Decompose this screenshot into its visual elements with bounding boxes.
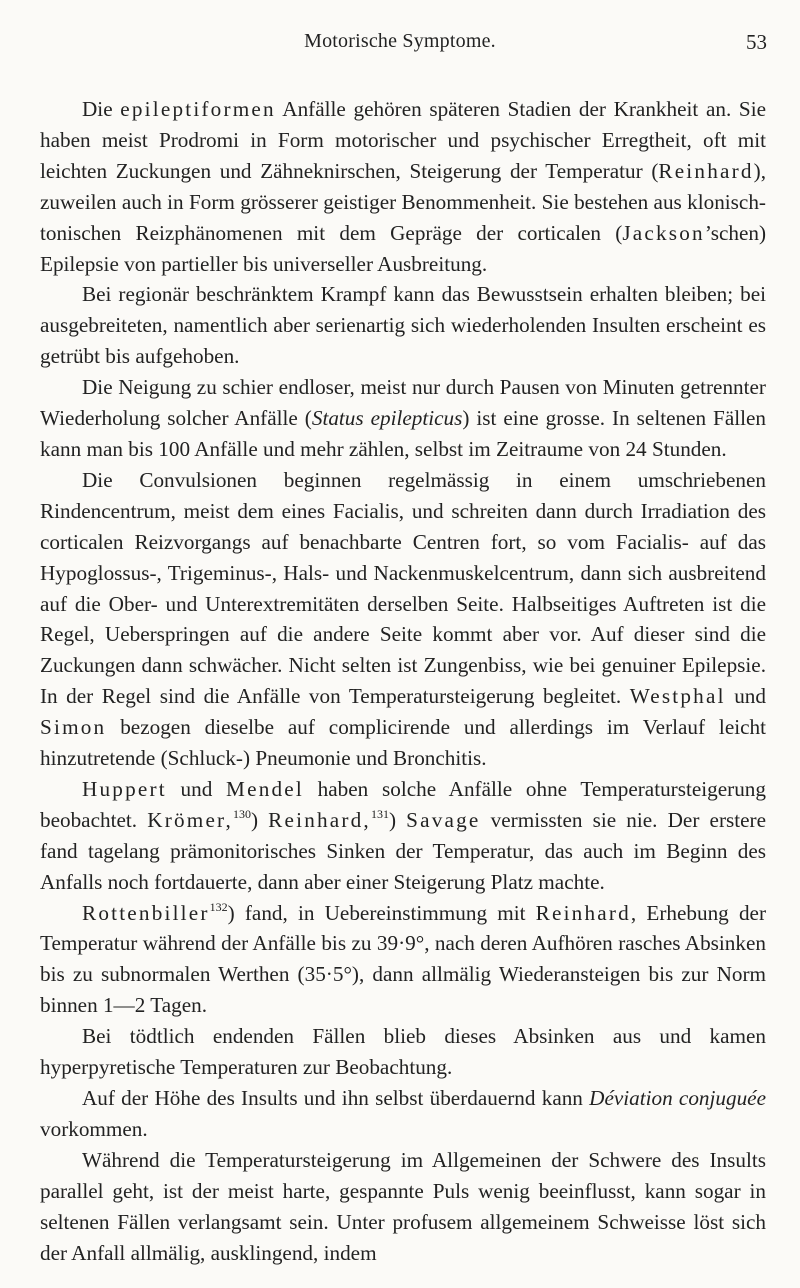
paragraph bbox=[40, 465, 766, 774]
paragraph bbox=[40, 1145, 766, 1269]
spaced-name: Jackson bbox=[622, 220, 705, 245]
text-run: Die bbox=[82, 97, 121, 121]
body-text bbox=[40, 94, 766, 1268]
spaced-name: Savage bbox=[406, 807, 481, 832]
paragraph bbox=[40, 1021, 766, 1083]
text-run: und bbox=[166, 776, 227, 801]
text-run: ) fand, in Uebereinstimmung mit bbox=[227, 900, 536, 925]
text-run: Anfälle gehören späteren Stadien der Krankheit an. Sie haben meist Prodromi in Form motorischer und psychischer Erregtheit, oft mit leichten Zuckungen und Zähneknirschen, Steigerung der Temperatur ( bbox=[40, 97, 766, 183]
text-run: ) bbox=[250, 807, 269, 832]
spaced-name: Reinhard, bbox=[268, 807, 371, 832]
footnote-reference: 131 bbox=[370, 806, 389, 821]
italic-term: Status epilepticus bbox=[311, 406, 463, 431]
text-run: ) ist eine grosse. In seltenen Fällen kann man bis 100 Anfälle und mehr zählen, selbst im Zeitraume von 24 Stunden. bbox=[40, 406, 767, 461]
text-run: Auf der Höhe des Insults und ihn selbst überdauernd kann bbox=[82, 1086, 590, 1110]
text-run: Bei tödtlich endenden Fällen blieb dieses Absinken aus und kamen hyperpyretische Temperaturen zur Beobachtung. bbox=[40, 1024, 766, 1080]
paragraph bbox=[40, 898, 766, 1022]
text-run: ), zuweilen auch in Form grösserer geistiger Benommenheit. Sie bestehen aus klonisch-tonischen Reizphänomenen mit dem Gepräge der corticalen ( bbox=[40, 158, 766, 245]
spaced-name: Westphal bbox=[629, 684, 726, 709]
paragraph bbox=[40, 774, 766, 898]
text-run: Die Convulsionen beginnen regelmässig in einem umschriebenen Rindencentrum, meist dem eines Facialis, und schreiten dann durch Irradiation des corticalen Reizvorgangs auf benachbarte Centren fort, so vom Facialis- auf das Hypoglossus-, Trigeminus-, Hals- und Nackenmuskelcentrum, dann sich ausbreitend auf die Ober- und Unterextremitäten derselben Seite. Halbseitiges Auftreten ist die Regel, Ueberspringen auf die andere Seite kommt aber vor. Auf dieser sind die Zuckungen dann schwächer. Nicht selten ist Zungenbiss, wie bei genuiner Epilepsie. In der Regel sind die Anfälle von Temperatursteigerung begleitet. bbox=[40, 467, 766, 709]
text-run: Die Neigung zu schier endloser, meist nur durch Pausen von Minuten getrennter Wiederholung solcher Anfälle ( bbox=[40, 375, 766, 431]
spaced-name: Reinhard bbox=[535, 900, 631, 925]
spaced-name: epileptiformen bbox=[120, 97, 276, 121]
paragraph bbox=[40, 94, 766, 279]
spaced-name: Mendel bbox=[226, 776, 304, 801]
text-run: Bei regionär beschränktem Krampf kann das Bewusstsein erhalten bleiben; bei ausgebreiteten, namentlich aber serienartig sich wiederholenden Insulten erscheint es getrübt bis aufgehoben. bbox=[40, 282, 766, 369]
paragraph bbox=[40, 279, 766, 372]
spaced-name: Simon bbox=[40, 715, 107, 740]
spaced-name: Huppert bbox=[82, 776, 167, 801]
text-run: , Erhebung der Temperatur während der Anfälle bis zu 39·9°, nach deren Aufhören rasches Absinken bis zu subnormalen Werthen (35·5°), dann allmälig Wiederansteigen bis zur Norm binnen 1—2 Tagen. bbox=[40, 900, 766, 1018]
footnote-reference: 132 bbox=[209, 899, 228, 914]
text-run: haben solche Anfälle ohne Temperatursteigerung beobachtet. bbox=[40, 776, 766, 832]
text-run: vermissten sie nie. Der erstere fand tagelang prämonitorisches Sinken der Temperatur, das auch im Beginn des Anfalls noch fortdauerte, dann aber einer Steigerung Platz machte. bbox=[40, 807, 766, 894]
spaced-name: Krömer, bbox=[147, 807, 233, 832]
page-number: 53 bbox=[746, 30, 767, 54]
paragraph bbox=[40, 1083, 766, 1145]
spaced-name: Rottenbiller bbox=[82, 900, 210, 925]
running-header bbox=[0, 30, 800, 60]
text-run: und bbox=[725, 684, 766, 709]
text-run: ) bbox=[388, 807, 407, 832]
footnote-reference: 130 bbox=[232, 806, 251, 821]
text-run: Während die Temperatursteigerung im Allgemeinen der Schwere des Insults parallel geht, ist der meist harte, gespannte Puls wenig beeinflusst, kann sogar in seltenen Fällen verlangsamt sein. Unter profusem allgemeinem Schweisse löst sich der Anfall allmälig, ausklingend, indem bbox=[40, 1147, 766, 1265]
text-run: vorkommen. bbox=[40, 1116, 148, 1141]
text-run: bezogen dieselbe auf complicirende und allerdings im Verlauf leicht hinzutretende (Schluck-) Pneumonie und Bronchitis. bbox=[40, 715, 766, 771]
paragraph bbox=[40, 372, 766, 465]
italic-term: Déviation conjuguée bbox=[589, 1086, 766, 1110]
running-title: Motorische Symptome. bbox=[304, 30, 496, 52]
spaced-name: Reinhard bbox=[658, 158, 754, 183]
text-run: ’schen) Epilepsie von partieller bis universeller Ausbreitung. bbox=[40, 220, 766, 276]
